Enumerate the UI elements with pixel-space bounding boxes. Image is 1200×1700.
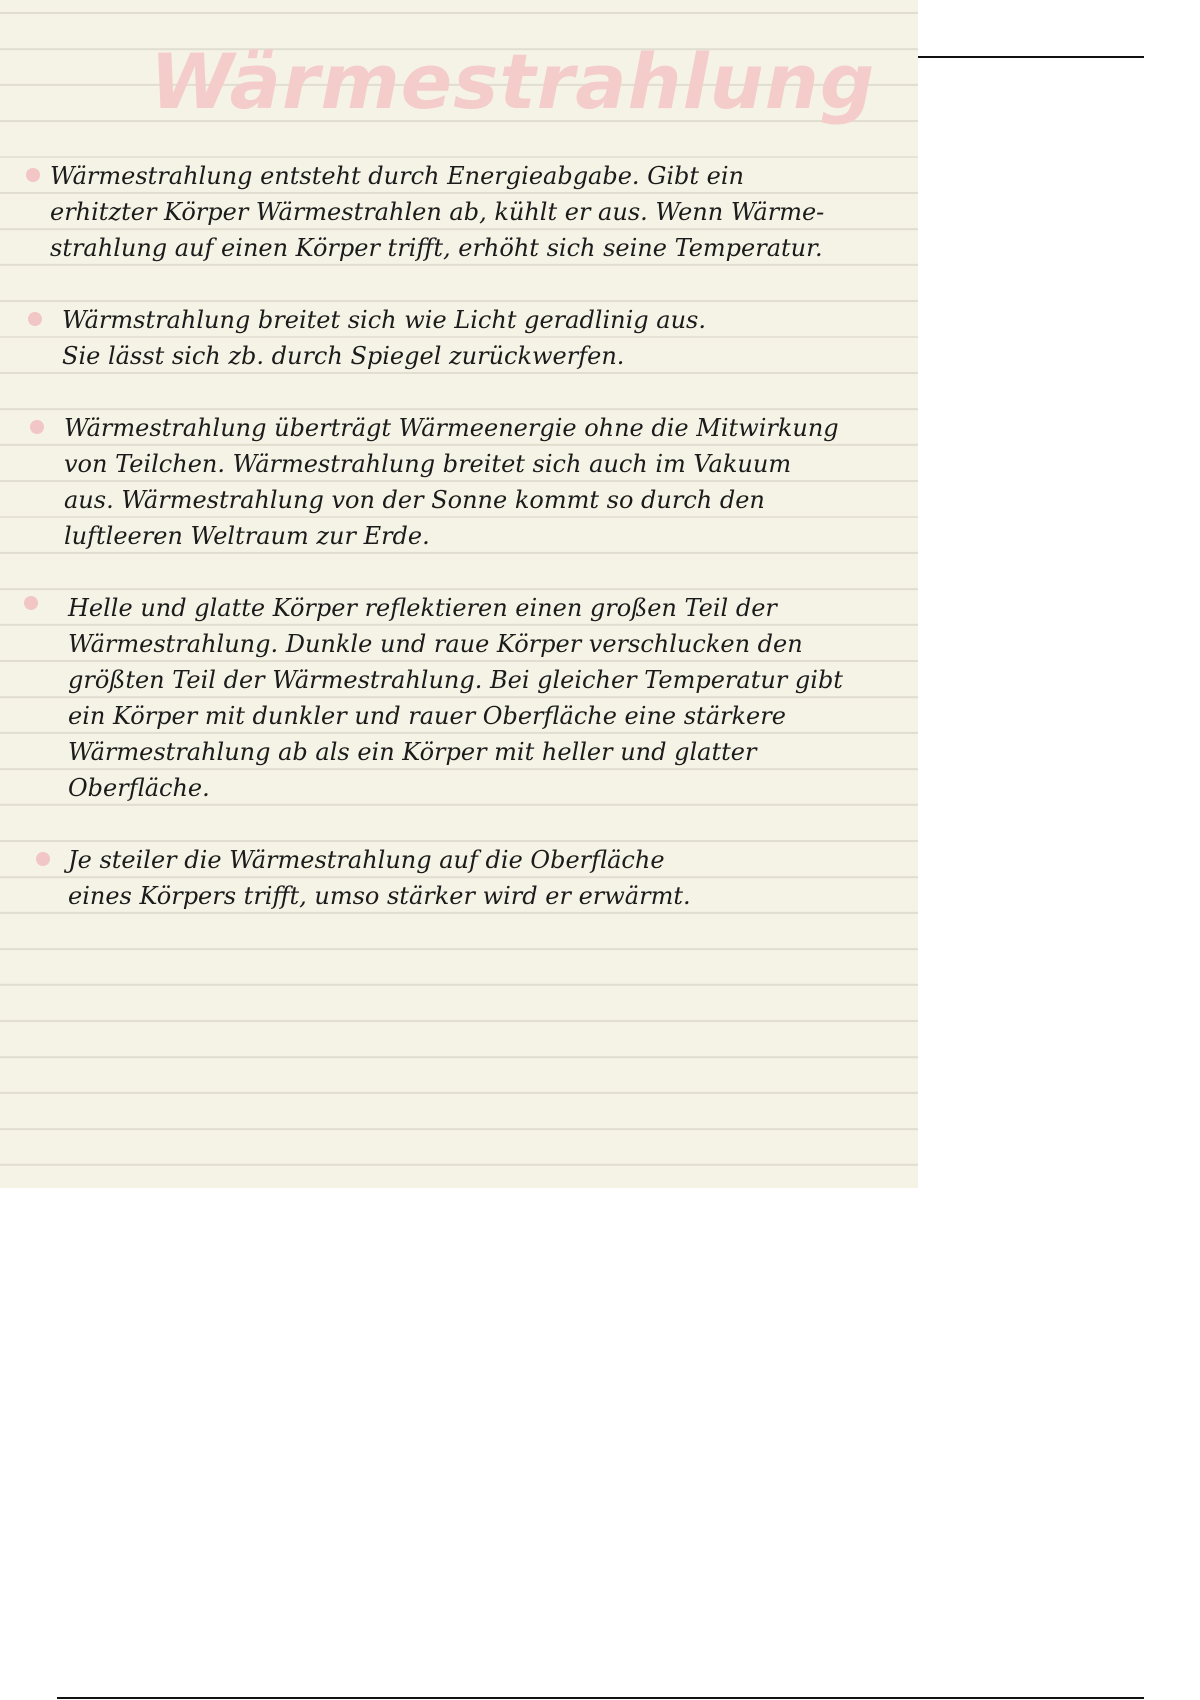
note-line: größten Teil der Wärmestrahlung. Bei gleicher Temperatur gibt <box>68 666 843 694</box>
bottom-rule-divider <box>57 1697 1144 1699</box>
top-rule-divider <box>918 56 1144 58</box>
note-line: aus. Wärmestrahlung von der Sonne kommt so durch den <box>64 486 765 514</box>
note-line: eines Körpers trifft, umso stärker wird er erwärmt. <box>68 882 691 910</box>
page-title: Wärmestrahlung <box>150 37 876 126</box>
note-line: luftleeren Weltraum zur Erde. <box>64 522 430 550</box>
note-line: erhitzter Körper Wärmestrahlen ab, kühlt er aus. Wenn Wärme- <box>50 198 825 226</box>
note-line: Wärmestrahlung überträgt Wärmeenergie ohne die Mitwirkung <box>64 414 839 442</box>
note-line: Je steiler die Wärmestrahlung auf die Oberfläche <box>68 846 665 874</box>
bullet-dot-icon <box>30 420 44 434</box>
note-line: Oberfläche. <box>68 774 210 802</box>
note-text <box>68 842 691 914</box>
note-text <box>64 410 839 554</box>
note-line: Wärmstrahlung breitet sich wie Licht geradlinig aus. <box>62 306 706 334</box>
bullet-dot-icon <box>26 168 40 182</box>
note-text <box>50 158 824 266</box>
bullet-dot-icon <box>28 312 42 326</box>
note-line: Helle und glatte Körper reflektieren einen großen Teil der <box>68 594 777 622</box>
note-text <box>68 590 843 806</box>
bullet-dot-icon <box>36 852 50 866</box>
note-line: Sie lässt sich zb. durch Spiegel zurückwerfen. <box>62 342 625 370</box>
note-line: Wärmestrahlung entsteht durch Energieabgabe. Gibt ein <box>50 162 745 190</box>
note-text <box>62 302 706 374</box>
note-line: strahlung auf einen Körper trifft, erhöht sich seine Temperatur. <box>50 234 823 262</box>
note-line: Wärmestrahlung ab als ein Körper mit heller und glatter <box>68 738 757 766</box>
bullet-dot-icon <box>24 596 38 610</box>
note-line: Wärmestrahlung. Dunkle und raue Körper verschlucken den <box>68 630 803 658</box>
note-line: von Teilchen. Wärmestrahlung breitet sich auch im Vakuum <box>64 450 792 478</box>
note-line: ein Körper mit dunkler und rauer Oberfläche eine stärkere <box>68 702 786 730</box>
